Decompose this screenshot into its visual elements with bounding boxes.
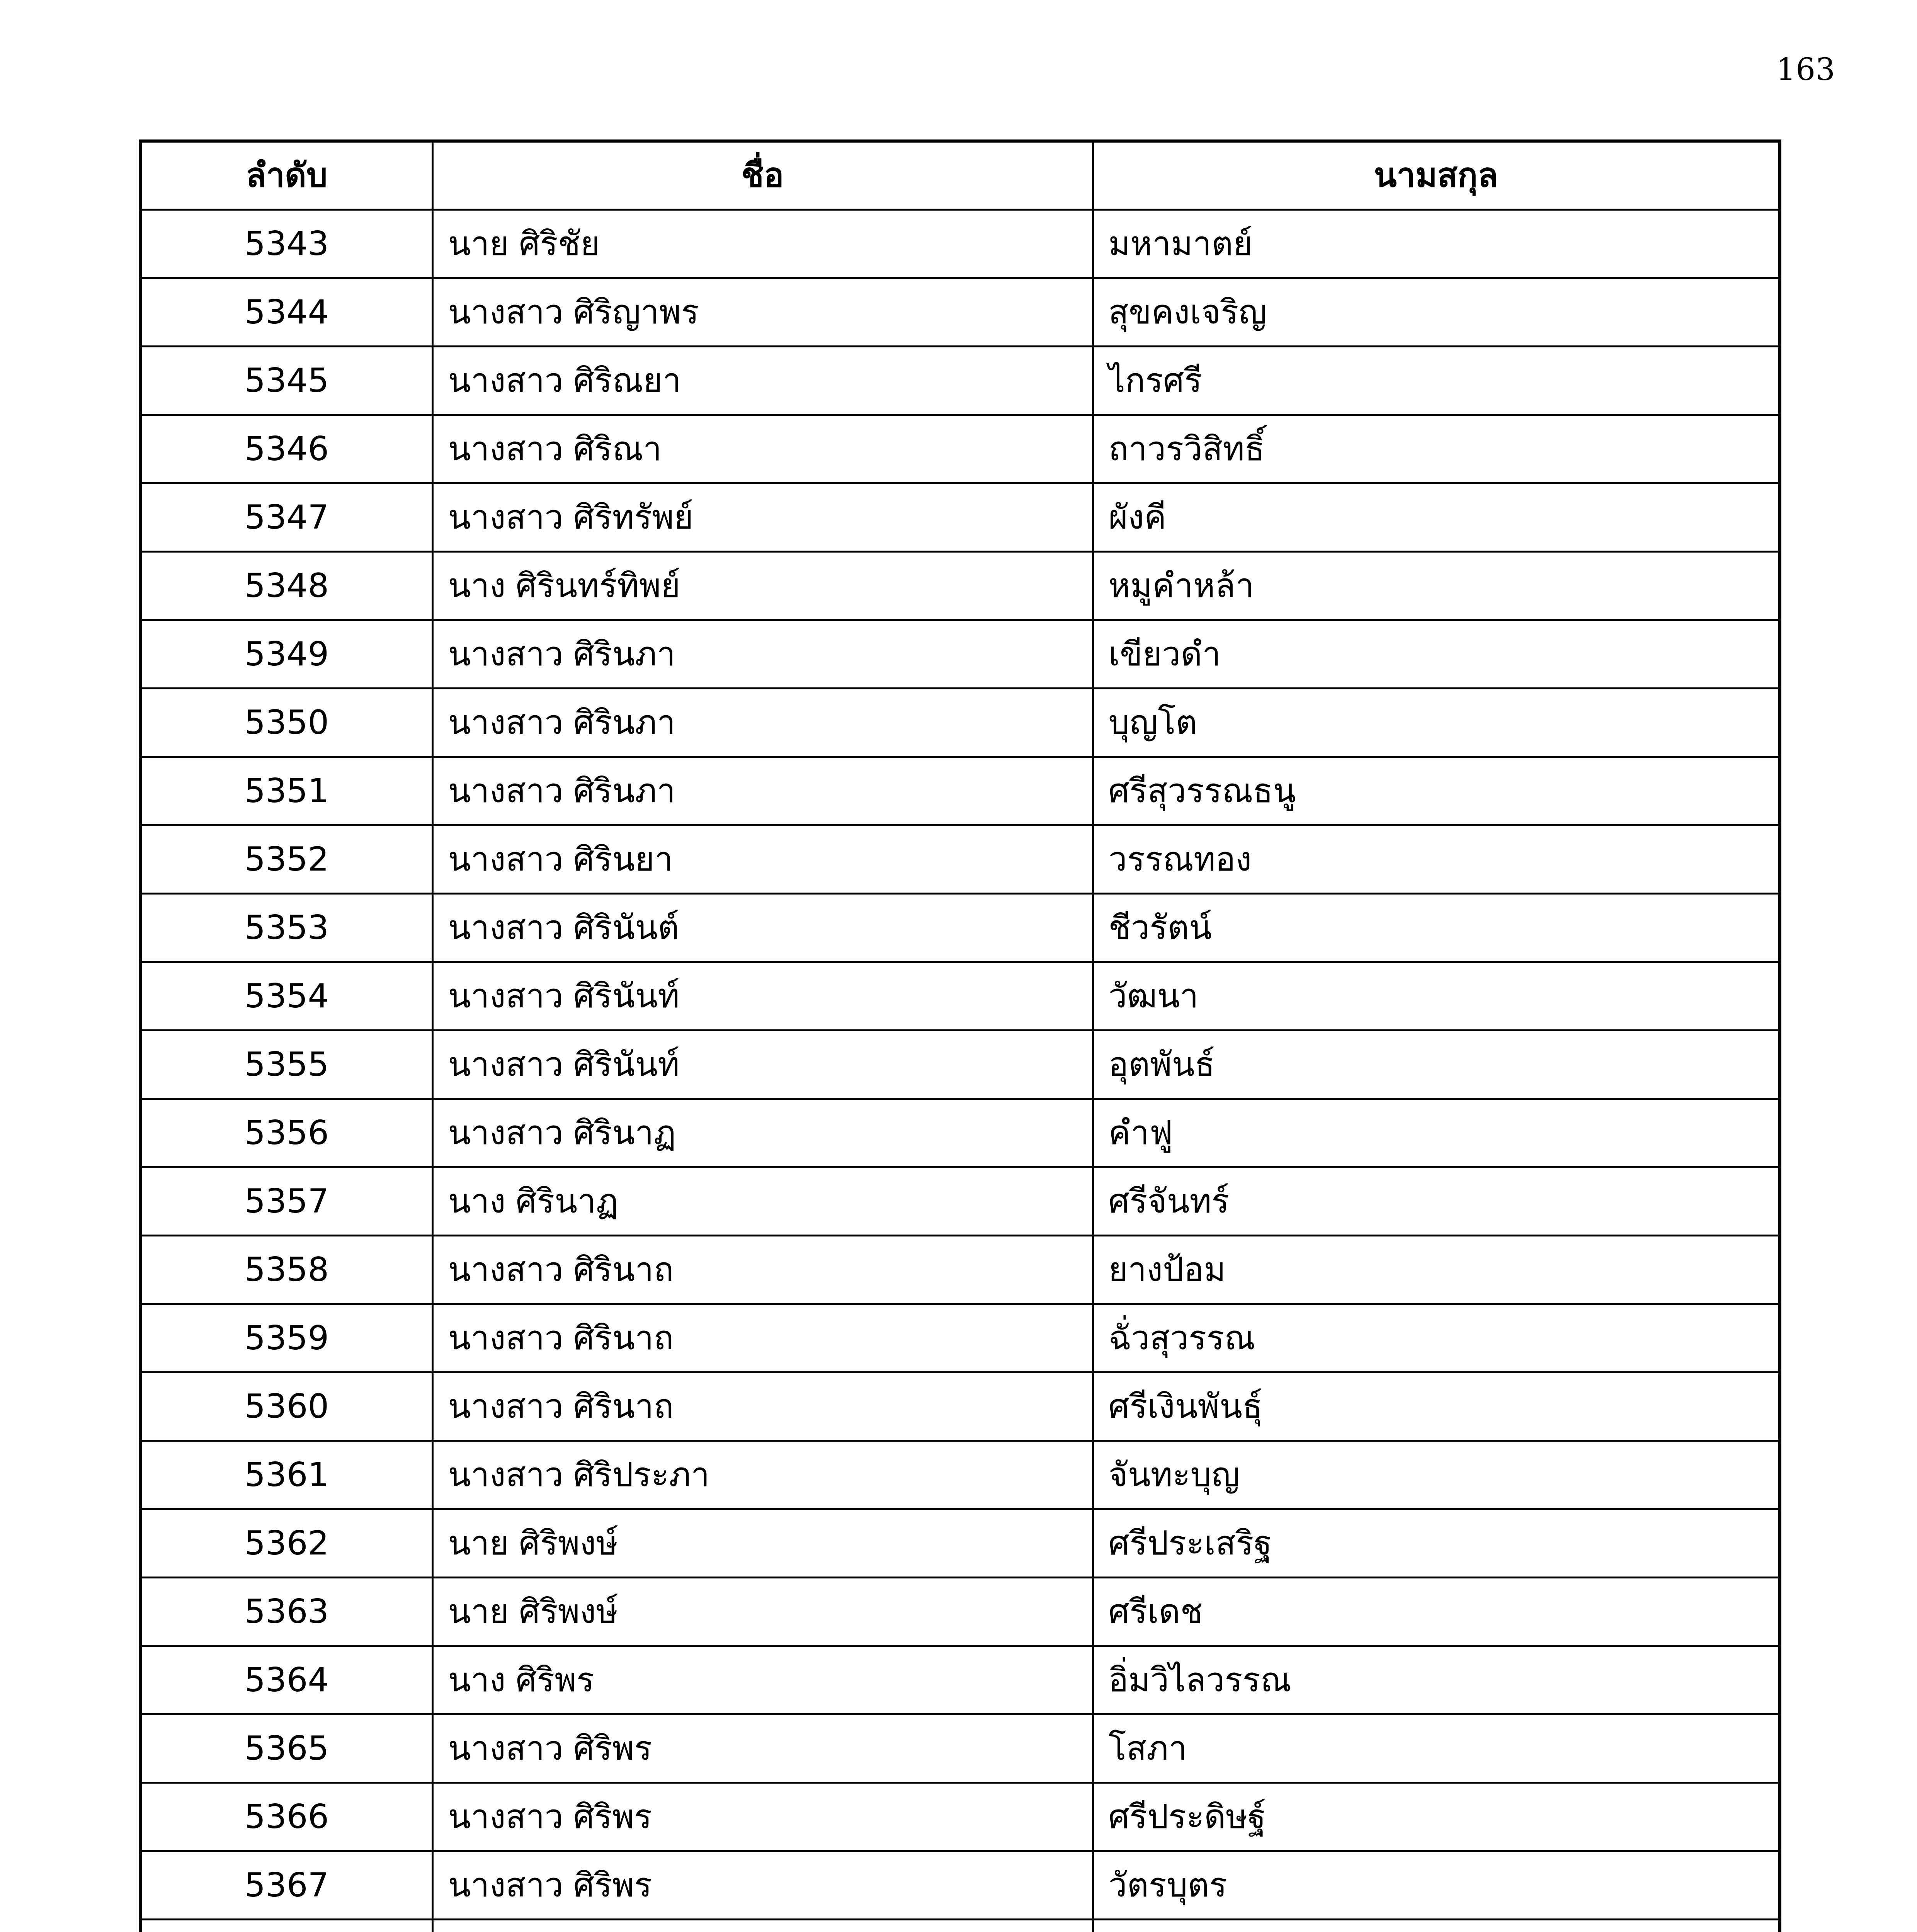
first-name: ศิรินันต์ xyxy=(573,908,679,947)
name-prefix: นาง xyxy=(448,566,506,605)
name-prefix: นางสาว xyxy=(448,1045,563,1084)
first-name-cell xyxy=(432,1509,1093,1577)
table-row xyxy=(140,688,1780,757)
name-prefix: นางสาว xyxy=(448,293,563,332)
table-row xyxy=(140,1030,1780,1099)
first-name-cell xyxy=(432,1851,1093,1919)
row-number: 5350 xyxy=(140,688,432,757)
first-name: ศิริประภา xyxy=(573,1455,710,1494)
table-row xyxy=(140,1851,1780,1919)
table-row xyxy=(140,1577,1780,1646)
name-prefix: นางสาว xyxy=(448,361,563,400)
first-name-cell xyxy=(432,1919,1093,1932)
first-name: ศิรินาถ xyxy=(573,1318,674,1357)
surname-cell: ไกรศรี xyxy=(1093,346,1780,415)
name-prefix: นางสาว xyxy=(448,840,563,879)
row-number: 5345 xyxy=(140,346,432,415)
first-name-cell xyxy=(432,688,1093,757)
first-name-cell xyxy=(432,1782,1093,1851)
name-prefix: นางสาว xyxy=(448,1250,563,1289)
table-row xyxy=(140,1509,1780,1577)
first-name-cell xyxy=(432,620,1093,688)
table-row xyxy=(140,893,1780,962)
first-name-cell xyxy=(432,1099,1093,1167)
surname-cell xyxy=(1093,1919,1780,1932)
first-name: ศิรินภา xyxy=(573,703,676,742)
table-row xyxy=(140,278,1780,346)
row-number: 5367 xyxy=(140,1851,432,1919)
first-name-cell xyxy=(432,1646,1093,1714)
first-name-cell xyxy=(432,893,1093,962)
first-name: ศิริณา xyxy=(573,429,662,468)
name-prefix: นาย xyxy=(448,224,509,263)
surname-cell: ศรีประเสริฐ xyxy=(1093,1509,1780,1577)
row-number: 5360 xyxy=(140,1372,432,1440)
table-row xyxy=(140,1646,1780,1714)
surname-cell: ถาวรวิสิทธิ์ xyxy=(1093,415,1780,483)
page-number: 163 xyxy=(1776,51,1835,87)
table-row xyxy=(140,346,1780,415)
row-number: 5361 xyxy=(140,1440,432,1509)
row-number: 5347 xyxy=(140,483,432,551)
first-name: ศิริพร xyxy=(515,1660,595,1699)
surname-cell: จันทะบุญ xyxy=(1093,1440,1780,1509)
first-name-cell xyxy=(432,1372,1093,1440)
first-name-cell xyxy=(432,757,1093,825)
first-name-cell xyxy=(432,962,1093,1030)
table-row xyxy=(140,620,1780,688)
table-row xyxy=(140,1440,1780,1509)
surname-cell: วัตรบุตร xyxy=(1093,1851,1780,1919)
table-row xyxy=(140,825,1780,893)
first-name-cell xyxy=(432,551,1093,620)
surname-cell: ศรีจันทร์ xyxy=(1093,1167,1780,1235)
table-row xyxy=(140,551,1780,620)
first-name-cell xyxy=(432,483,1093,551)
first-name: ศิริชัย xyxy=(519,224,600,263)
first-name: ศิรินาถ xyxy=(573,1250,674,1289)
row-number: 5354 xyxy=(140,962,432,1030)
header-row xyxy=(140,141,1780,209)
first-name: ศิริณยา xyxy=(573,361,681,400)
first-name-cell xyxy=(432,1030,1093,1099)
first-name: ศิรินภา xyxy=(573,771,676,810)
row-number xyxy=(140,1919,432,1932)
first-name: ศิริทรัพย์ xyxy=(573,498,694,537)
name-prefix: นาย xyxy=(448,1592,509,1631)
header-surname: นามสกุล xyxy=(1093,141,1780,209)
row-number: 5358 xyxy=(140,1235,432,1304)
first-name-cell xyxy=(432,825,1093,893)
table-row xyxy=(140,1304,1780,1372)
name-prefix: นาง xyxy=(448,1660,506,1699)
table-row xyxy=(140,1714,1780,1782)
surname-cell: อุตพันธ์ xyxy=(1093,1030,1780,1099)
table-row xyxy=(140,757,1780,825)
surname-cell: ศรีประดิษฐ์ xyxy=(1093,1782,1780,1851)
row-number: 5356 xyxy=(140,1099,432,1167)
first-name: ศิริพงษ์ xyxy=(519,1592,618,1631)
name-prefix: นางสาว xyxy=(448,1113,563,1152)
first-name: ศิริพงษ์ xyxy=(519,1524,618,1563)
first-name: ศิรินยา xyxy=(573,840,673,879)
first-name-cell xyxy=(432,278,1093,346)
surname-cell: บุญโต xyxy=(1093,688,1780,757)
row-number: 5352 xyxy=(140,825,432,893)
surname-cell: เขียวดำ xyxy=(1093,620,1780,688)
row-number: 5344 xyxy=(140,278,432,346)
surname-cell: มหามาตย์ xyxy=(1093,209,1780,278)
row-number: 5366 xyxy=(140,1782,432,1851)
surname-cell: หมูคำหล้า xyxy=(1093,551,1780,620)
surname-cell: ผังคี xyxy=(1093,483,1780,551)
name-prefix: นาย xyxy=(448,1524,509,1563)
surname-cell: คำฟู xyxy=(1093,1099,1780,1167)
name-prefix: นางสาว xyxy=(448,703,563,742)
row-number: 5351 xyxy=(140,757,432,825)
name-list-table xyxy=(139,139,1781,1932)
row-number: 5365 xyxy=(140,1714,432,1782)
surname-cell: ศรีเงินพันธุ์ xyxy=(1093,1372,1780,1440)
name-prefix: นางสาว xyxy=(448,1455,563,1494)
table-row xyxy=(140,209,1780,278)
row-number: 5349 xyxy=(140,620,432,688)
row-number: 5346 xyxy=(140,415,432,483)
row-number: 5353 xyxy=(140,893,432,962)
first-name: ศิริพร xyxy=(573,1866,652,1905)
surname-cell: ศรีเดช xyxy=(1093,1577,1780,1646)
name-prefix: นางสาว xyxy=(448,1797,563,1836)
name-prefix: นางสาว xyxy=(448,1729,563,1768)
name-prefix: นางสาว xyxy=(448,1387,563,1426)
name-prefix: นางสาว xyxy=(448,976,563,1015)
table-header xyxy=(140,141,1780,209)
row-number: 5357 xyxy=(140,1167,432,1235)
name-prefix: นาง xyxy=(448,1182,506,1221)
table-row xyxy=(140,483,1780,551)
first-name-cell xyxy=(432,1577,1093,1646)
table-row xyxy=(140,962,1780,1030)
name-prefix: นางสาว xyxy=(448,908,563,947)
first-name: ศิรินันท์ xyxy=(573,976,680,1015)
first-name: ศิรินาถ xyxy=(573,1387,674,1426)
table-row xyxy=(140,1099,1780,1167)
first-name-cell xyxy=(432,1167,1093,1235)
table-row xyxy=(140,1919,1780,1932)
surname-cell: โสภา xyxy=(1093,1714,1780,1782)
first-name: ศิรินภา xyxy=(573,634,676,673)
first-name-cell xyxy=(432,209,1093,278)
surname-cell: วรรณทอง xyxy=(1093,825,1780,893)
row-number: 5363 xyxy=(140,1577,432,1646)
row-number: 5348 xyxy=(140,551,432,620)
surname-cell: ฉั่วสุวรรณ xyxy=(1093,1304,1780,1372)
first-name-cell xyxy=(432,415,1093,483)
first-name: ศิริญาพร xyxy=(573,293,699,332)
first-name: ศิรินาฏ xyxy=(515,1182,619,1221)
header-no: ลำดับ xyxy=(140,141,432,209)
name-prefix: นางสาว xyxy=(448,1318,563,1357)
surname-cell: ศรีสุวรรณธนู xyxy=(1093,757,1780,825)
first-name-cell xyxy=(432,1304,1093,1372)
surname-cell: ยางป้อม xyxy=(1093,1235,1780,1304)
surname-cell: วัฒนา xyxy=(1093,962,1780,1030)
first-name: ศิรินทร์ทิพย์ xyxy=(515,566,680,605)
name-prefix: นางสาว xyxy=(448,634,563,673)
row-number: 5362 xyxy=(140,1509,432,1577)
table-row xyxy=(140,1167,1780,1235)
name-prefix: นางสาว xyxy=(448,1866,563,1905)
row-number: 5364 xyxy=(140,1646,432,1714)
first-name: ศิริพร xyxy=(573,1729,652,1768)
name-prefix: นางสาว xyxy=(448,429,563,468)
first-name-cell xyxy=(432,1714,1093,1782)
name-prefix: นางสาว xyxy=(448,771,563,810)
table-body xyxy=(140,209,1780,1932)
first-name-cell xyxy=(432,1235,1093,1304)
row-number: 5343 xyxy=(140,209,432,278)
surname-cell: สุขคงเจริญ xyxy=(1093,278,1780,346)
first-name: ศิรินาฏ xyxy=(573,1113,676,1152)
surname-cell: อิ่มวิไลวรรณ xyxy=(1093,1646,1780,1714)
row-number: 5355 xyxy=(140,1030,432,1099)
first-name-cell xyxy=(432,1440,1093,1509)
table-row xyxy=(140,1372,1780,1440)
surname-cell: ชีวรัตน์ xyxy=(1093,893,1780,962)
header-name: ชื่อ xyxy=(432,141,1093,209)
row-number: 5359 xyxy=(140,1304,432,1372)
first-name-cell xyxy=(432,346,1093,415)
table-row xyxy=(140,415,1780,483)
table-row xyxy=(140,1782,1780,1851)
first-name: ศิรินันท์ xyxy=(573,1045,680,1084)
name-prefix: นางสาว xyxy=(448,498,563,537)
table-row xyxy=(140,1235,1780,1304)
first-name: ศิริพร xyxy=(573,1797,652,1836)
